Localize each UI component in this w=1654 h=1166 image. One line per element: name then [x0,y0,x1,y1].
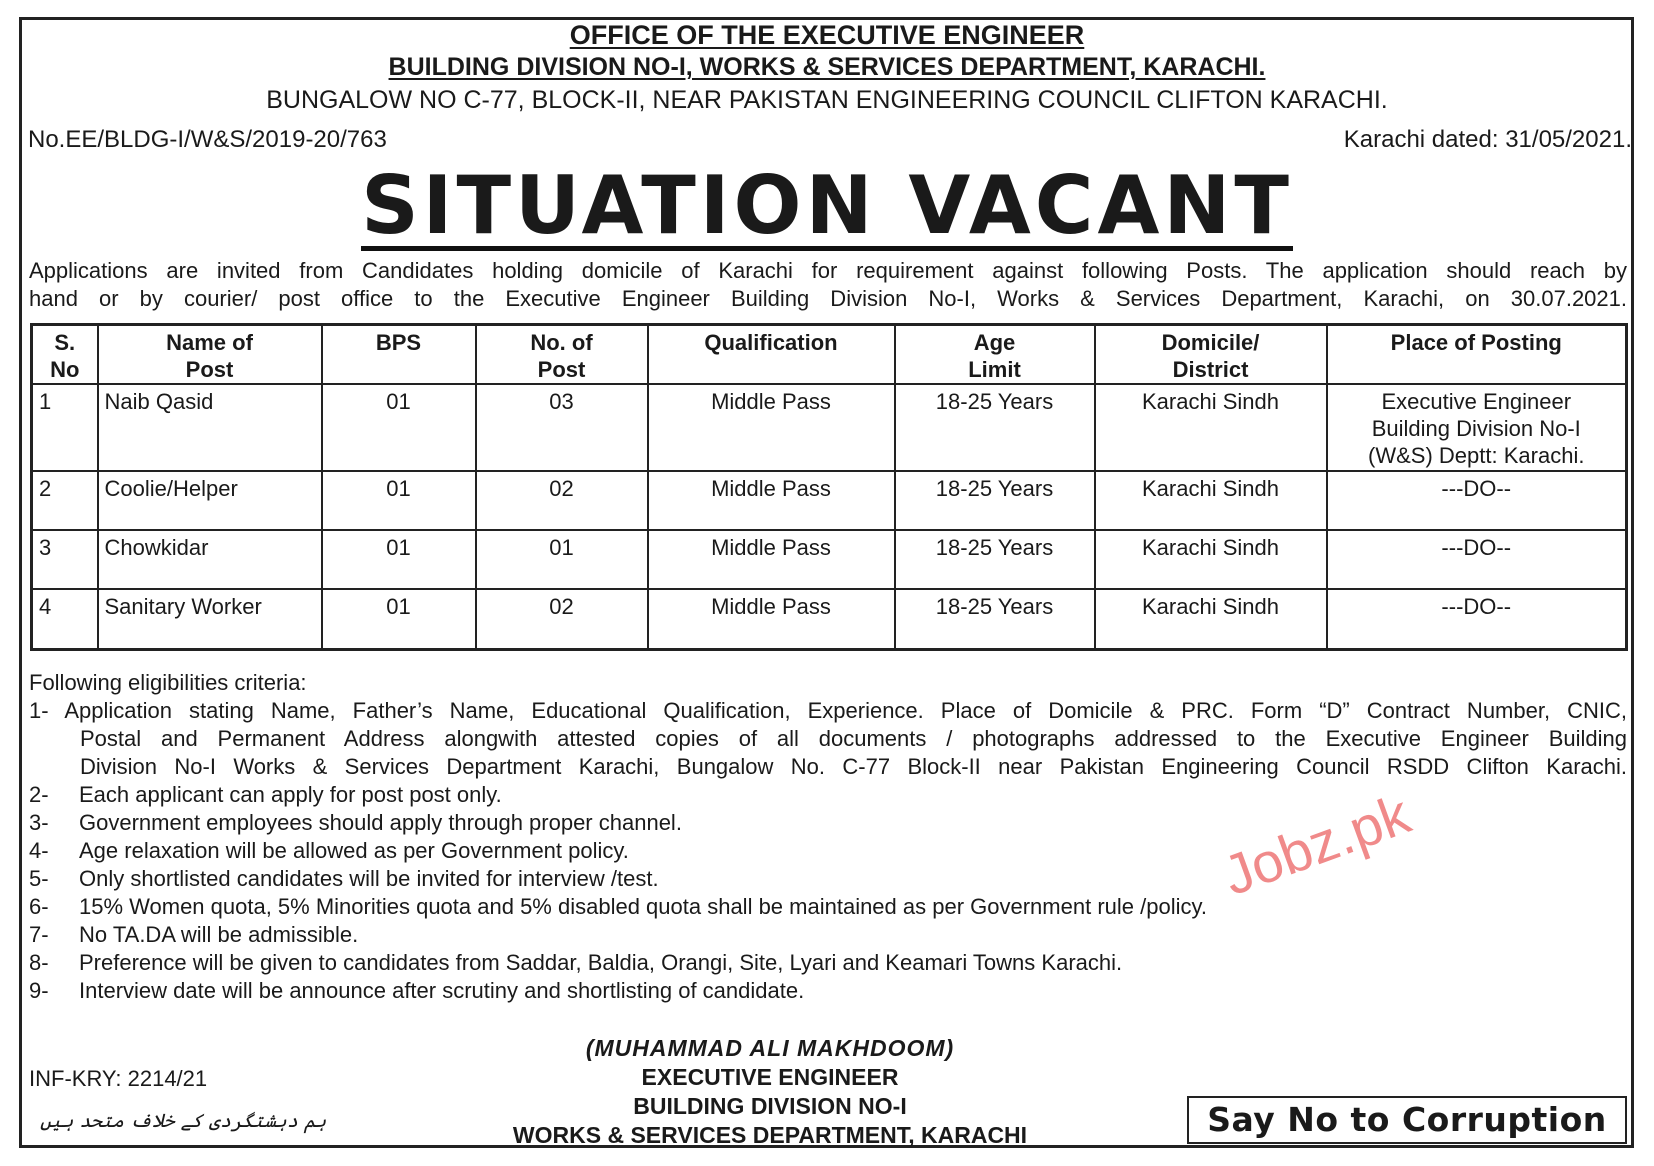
intro-line: hand or by courier/ post office to the Executive Engineer Building Division No-I, Works & Services Department, Karachi, on 30.07.2021. [29,286,1627,311]
criteria-item [29,922,358,947]
column-header [895,325,1095,385]
say-no-to-corruption-box: Say No to Corruption [1187,1096,1627,1144]
cell-bps: 01 [322,530,476,589]
cell-qualification: Middle Pass [648,471,895,530]
posting-line: Executive Engineer [1381,389,1572,414]
column-header [648,325,895,385]
criteria-number: 3- [29,810,49,835]
address-line: BUNGALOW NO C-77, BLOCK-II, NEAR PAKISTAN ENGINEERING COUNCIL CLIFTON KARACHI. [266,86,1388,114]
table-row [32,471,1627,530]
cell-sno: 4 [32,589,98,649]
watermark: Jobz.pk [1214,781,1418,908]
page-title: SITUATION VACANT [361,159,1293,252]
column-header [32,325,98,385]
cell-age: 18-25 Years [895,384,1095,471]
criteria-number: 8- [29,950,49,975]
intro-line: Applications are invited from Candidates holding domicile of Karachi for requirement against following Posts. The application should reach by [29,258,1627,283]
criteria-number: 6- [29,894,49,919]
column-header-text: Domicile/ [1161,330,1260,355]
column-header [322,325,476,385]
inf-code: INF-KRY: 2214/21 [29,1066,208,1091]
column-header [98,325,322,385]
criteria-item-1-cont: Division No-I Works & Services Department Karachi, Bungalow No. C-77 Block-II near Pakistan Engineering Council RSDD Clifton Karachi. [80,754,1627,779]
office-heading: OFFICE OF THE EXECUTIVE ENGINEER [569,20,1085,50]
criteria-heading: Following eligibilities criteria: [29,670,307,695]
column-header-text: Age [973,330,1016,355]
cell-domicile: Karachi Sindh [1095,589,1327,649]
cell-posting [1327,589,1627,649]
posting-line: Building Division No-I [1371,416,1581,441]
cell-sno: 3 [32,530,98,589]
cell-posting [1327,530,1627,589]
posting-line: ---DO-- [1441,535,1512,560]
cell-name: Coolie/Helper [98,471,322,530]
criteria-text: Preference will be given to candidates from Saddar, Baldia, Orangi, Site, Lyari and Keamari Towns Karachi. [79,950,1123,975]
cell-bps: 01 [322,384,476,471]
criteria-item [29,782,502,807]
cell-domicile: Karachi Sindh [1095,530,1327,589]
column-header-text: Post [185,357,234,382]
table-row [32,589,1627,649]
cell-posts: 02 [476,471,648,530]
column-header [476,325,648,385]
cell-domicile: Karachi Sindh [1095,471,1327,530]
cell-qualification: Middle Pass [648,384,895,471]
division-heading: BUILDING DIVISION NO-I, WORKS & SERVICES DEPARTMENT, KARACHI. [388,53,1266,81]
criteria-item [29,978,804,1003]
criteria-item [29,866,659,891]
criteria-text: Each applicant can apply for post post only. [79,782,502,807]
criteria-text: 15% Women quota, 5% Minorities quota and 5% disabled quota shall be maintained as per Government rule /policy. [79,894,1207,919]
cell-age: 18-25 Years [895,471,1095,530]
criteria-item [29,950,1122,975]
cell-posting [1327,384,1627,471]
cell-sno: 1 [32,384,98,471]
cell-bps: 01 [322,589,476,649]
posting-line: (W&S) Deptt: Karachi. [1368,443,1585,468]
column-header [1095,325,1327,385]
cell-posting [1327,471,1627,530]
cell-posts: 02 [476,589,648,649]
cell-sno: 2 [32,471,98,530]
cell-qualification: Middle Pass [648,530,895,589]
date-line: Karachi dated: 31/05/2021. [1343,126,1632,153]
criteria-number: 4- [29,838,49,863]
column-header-text: Name of [166,330,253,355]
criteria-item-1-cont: Postal and Permanent Address alongwith attested copies of all documents / photographs addressed to the Executive Engineer Building [80,726,1627,751]
column-header-text: S. [54,330,76,355]
column-header-text: No [50,357,80,382]
criteria-item-1: 1- Application stating Name, Father’s Name, Educational Qualification, Experience. Place of Domicile & PRC. Form “D” Contract Number, CNIC, [29,698,1627,723]
criteria-item [29,838,629,863]
table-body [32,384,1627,649]
criteria-text: Government employees should apply through proper channel. [79,810,682,835]
signatory-name: (MUHAMMAD ALI MAKHDOOM) [585,1035,955,1061]
column-header-text: Post [537,357,586,382]
cell-bps: 01 [322,471,476,530]
column-header-text: Place of Posting [1390,330,1562,355]
vacancy-table [30,323,1628,651]
cell-name: Naib Qasid [98,384,322,471]
signatory-designation: EXECUTIVE ENGINEER [641,1064,899,1090]
column-header-text: BPS [375,330,422,355]
column-header-text: Limit [968,357,1021,382]
cell-posts: 01 [476,530,648,589]
column-header-text: No. of [530,330,593,355]
column-header-text: Qualification [704,330,838,355]
column-header [1327,325,1627,385]
criteria-item [29,894,1207,919]
criteria-text: No TA.DA will be admissible. [79,922,359,947]
cell-qualification: Middle Pass [648,589,895,649]
criteria-text: Interview date will be announce after scrutiny and shortlisting of candidate. [79,978,805,1003]
criteria-number: 9- [29,978,49,1003]
criteria-text: Only shortlisted candidates will be invited for interview /test. [79,866,659,891]
cell-name: Chowkidar [98,530,322,589]
cell-posts: 03 [476,384,648,471]
cell-domicile: Karachi Sindh [1095,384,1327,471]
table-row [32,384,1627,471]
table-row [32,530,1627,589]
signatory-department: WORKS & SERVICES DEPARTMENT, KARACHI [512,1122,1028,1148]
cell-name: Sanitary Worker [98,589,322,649]
column-header-text: District [1172,357,1249,382]
criteria-text: Age relaxation will be allowed as per Government policy. [79,838,629,863]
table-header-row [32,325,1627,385]
criteria-number: 7- [29,922,49,947]
signatory-division: BUILDING DIVISION NO-I [633,1093,907,1119]
posting-line: ---DO-- [1441,476,1512,501]
criteria-number: 5- [29,866,49,891]
cell-age: 18-25 Years [895,530,1095,589]
cell-age: 18-25 Years [895,589,1095,649]
criteria-number: 2- [29,782,49,807]
urdu-slogan: ہم دہشتگردی کے خلاف متحد ہیں [40,1110,327,1132]
posting-line: ---DO-- [1441,594,1512,619]
reference-number: No.EE/BLDG-I/W&S/2019-20/763 [28,126,387,153]
criteria-item [29,810,682,835]
